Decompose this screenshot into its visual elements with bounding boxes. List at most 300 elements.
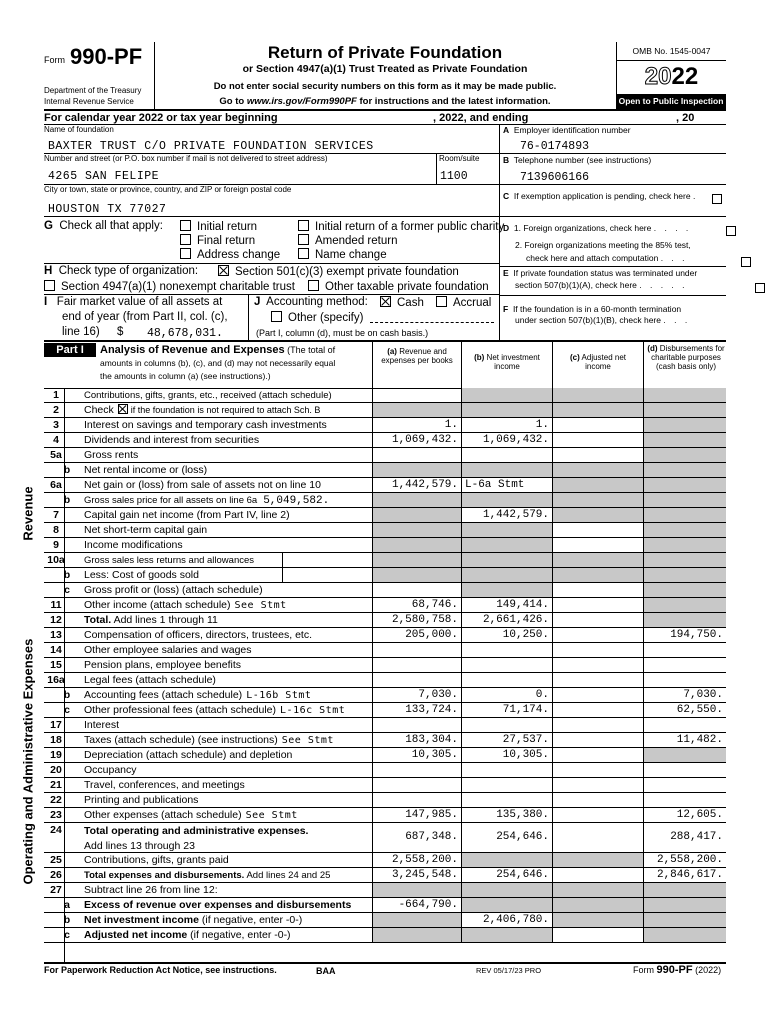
line-row	[44, 898, 726, 913]
amount-cell-c	[552, 898, 643, 912]
line-description: Total. Add lines 1 through 11	[84, 614, 218, 626]
col-a-header: (a) Revenue and expenses per books	[381, 347, 453, 365]
amount-cell-c	[552, 463, 643, 477]
amount-cell-a	[372, 913, 461, 927]
revenue-side-label: Revenue	[20, 486, 36, 541]
line-description: Net investment income (if negative, enter -0-)	[84, 914, 303, 926]
other-method-field[interactable]	[370, 322, 494, 323]
exemption-pending-label: C If exemption application is pending, check here .	[503, 191, 699, 201]
amount-cell-a	[372, 508, 461, 522]
amount-cell-d	[643, 538, 726, 552]
line-number: b	[63, 464, 71, 476]
line-row	[44, 463, 726, 478]
amount-cell-a[interactable]	[372, 643, 461, 657]
amount-cell-a[interactable]	[372, 763, 461, 777]
line-description: Accounting fees (attach schedule) L-16b Stmt	[84, 689, 312, 701]
terminated-checkbox[interactable]	[755, 283, 765, 293]
amount-cell-b[interactable]	[461, 658, 552, 672]
amount-cell-c[interactable]	[552, 418, 643, 432]
amount-cell-a[interactable]: 7,030.	[372, 688, 461, 702]
line-row	[44, 568, 726, 583]
line-row	[44, 793, 726, 808]
ein-label: A Employer identification number	[503, 125, 631, 135]
calendar-ending-label: , 2022, and ending	[433, 112, 529, 124]
amount-cell-c[interactable]	[552, 718, 643, 732]
amount-cell-a[interactable]: 147,985.	[372, 808, 461, 822]
line-row	[44, 868, 726, 883]
room-suite[interactable]: 1100	[440, 170, 468, 183]
line-description: Total expenses and disbursements. Add lines 24 and 25	[84, 870, 331, 881]
other-taxable-option[interactable]: Other taxable private foundation	[308, 280, 489, 293]
name-change-option[interactable]: Name change	[298, 248, 387, 261]
amount-cell-d[interactable]	[643, 763, 726, 777]
amount-cell-c[interactable]	[552, 748, 643, 762]
inline-amount-box[interactable]	[282, 553, 372, 567]
amount-cell-a[interactable]: 1.	[372, 418, 461, 432]
c3-option[interactable]: Section 501(c)(3) exempt private foundation	[218, 265, 459, 278]
amount-cell-b[interactable]	[461, 673, 552, 687]
fmv-label3: line 16)	[62, 326, 100, 338]
line-number: 21	[50, 779, 62, 791]
fmv-label1: I Fair market value of all assets at	[44, 296, 223, 308]
amount-cell-b[interactable]: 2,661,426.	[461, 613, 552, 627]
foundation-name[interactable]: BAXTER TRUST C/O PRIVATE FOUNDATION SERVICES	[48, 140, 374, 153]
amount-cell-c[interactable]	[552, 868, 643, 882]
amount-cell-b[interactable]	[461, 763, 552, 777]
line-row	[44, 553, 726, 568]
amount-cell-d[interactable]	[643, 793, 726, 807]
form-number: 990-PF	[70, 44, 143, 69]
footer-baa: BAA	[316, 966, 336, 976]
amount-cell-b	[461, 523, 552, 537]
amount-cell-d	[643, 523, 726, 537]
terminated-label2: section 507(b)(1)(A), check here . . . . .	[515, 280, 688, 290]
irs-url[interactable]: www.irs.gov/Form990PF	[246, 96, 357, 107]
line-number: 6a	[50, 479, 62, 491]
amount-cell-b	[461, 928, 552, 942]
amount-cell-d	[643, 568, 726, 582]
line-number: 19	[50, 749, 62, 761]
amount-cell-b	[461, 403, 552, 417]
part1-tag: Part I	[44, 343, 96, 357]
line-description: Gross profit or (loss) (attach schedule)	[84, 584, 263, 596]
line-row	[44, 418, 726, 433]
amount-cell-b	[461, 538, 552, 552]
amount-cell-d	[643, 388, 726, 402]
line-number: 4	[53, 434, 59, 446]
amount-cell-a[interactable]	[372, 448, 461, 462]
amount-cell-b[interactable]: 1.	[461, 418, 552, 432]
amount-cell-a[interactable]: 133,724.	[372, 703, 461, 717]
line-number: 27	[50, 884, 62, 896]
part1-desc2: amounts in columns (b), (c), and (d) may not necessarily equal	[100, 358, 336, 368]
exemption-pending-checkbox[interactable]	[712, 194, 722, 204]
foreign-85-label2: check here and attach computation . . .	[526, 253, 688, 263]
calendar-year-label: For calendar year 2022 or tax year beginning	[44, 112, 278, 124]
amount-cell-d	[643, 883, 726, 897]
amount-cell-d	[643, 433, 726, 447]
cash-basis-note: (Part I, column (d), must be on cash basis.)	[256, 328, 429, 338]
form-title: Return of Private Foundation	[267, 43, 503, 62]
amount-cell-b[interactable]	[461, 718, 552, 732]
amended-return-option[interactable]: Amended return	[298, 234, 397, 247]
line-description: Travel, conferences, and meetings	[84, 779, 245, 791]
amount-cell-b[interactable]: 1,442,579.	[461, 508, 552, 522]
amount-cell-b[interactable]: 2,406,780.	[461, 913, 552, 927]
amount-cell-b[interactable]: 10,305.	[461, 748, 552, 762]
line-description: Gross sales price for all assets on line 6a 5,049,582.	[84, 495, 330, 507]
c3-checkbox[interactable]	[218, 265, 229, 276]
amount-cell-b[interactable]: 135,380.	[461, 808, 552, 822]
amount-cell-a[interactable]: 1,442,579.	[372, 478, 461, 492]
foreign-org-label: D 1. Foreign organizations, check here . . . .	[503, 223, 692, 233]
amount-cell-c[interactable]	[552, 763, 643, 777]
final-return-checkbox[interactable]	[180, 234, 191, 245]
line-description: Less: Cost of goods sold	[84, 569, 199, 581]
line-description: Total operating and administrative expenses. Add lines 13 through 23	[84, 825, 309, 852]
name-label: Name of foundation	[44, 125, 114, 134]
accrual-checkbox[interactable]	[436, 296, 447, 307]
amount-cell-d[interactable]: 2,558,200.	[643, 853, 726, 867]
amount-cell-b[interactable]	[461, 643, 552, 657]
line-number: 9	[53, 539, 59, 551]
line-number: 13	[50, 629, 62, 641]
line-number: 25	[50, 854, 62, 866]
line-row	[44, 808, 726, 823]
amount-cell-a[interactable]	[372, 658, 461, 672]
name-change-checkbox[interactable]	[298, 248, 309, 259]
trust-option[interactable]: Section 4947(a)(1) nonexempt charitable trust	[44, 280, 295, 293]
statement-reference: L-16b Stmt	[246, 690, 312, 701]
gross-sales-inline-value[interactable]: 5,049,582.	[263, 495, 330, 507]
part1-title: Analysis of Revenue and Expenses (The total of	[100, 344, 336, 356]
other-taxable-checkbox[interactable]	[308, 280, 319, 291]
open-public-badge: Open to Public Inspection	[616, 94, 726, 109]
amount-cell-d	[643, 613, 726, 627]
col-c-header: (c) Adjusted net income	[569, 353, 627, 371]
amount-cell-a[interactable]: 205,000.	[372, 628, 461, 642]
amount-cell-d	[643, 508, 726, 522]
amount-cell-b[interactable]: 254,646.	[461, 868, 552, 882]
amount-cell-d	[643, 748, 726, 762]
street-label: Number and street (or P.O. box number if mail is not delivered to street address)	[44, 154, 328, 163]
initial-return-checkbox[interactable]	[180, 220, 191, 231]
line-row	[44, 523, 726, 538]
line-row	[44, 763, 726, 778]
amount-cell-b	[461, 388, 552, 402]
amount-cell-a	[372, 403, 461, 417]
amount-cell-a[interactable]	[372, 583, 461, 597]
termination-60mo-label2: under section 507(b)(1)(B), check here . . .	[515, 315, 691, 325]
amount-cell-a[interactable]: 1,069,432.	[372, 433, 461, 447]
amount-cell-a[interactable]	[372, 793, 461, 807]
amount-cell-c[interactable]	[552, 823, 643, 852]
line-number: 3	[53, 419, 59, 431]
amount-cell-b	[461, 898, 552, 912]
amount-cell-d[interactable]: 7,030.	[643, 688, 726, 702]
amount-cell-b[interactable]: 27,537.	[461, 733, 552, 747]
amount-cell-b[interactable]: 71,174.	[461, 703, 552, 717]
initial-former-option[interactable]: Initial return of a former public charity	[298, 220, 504, 233]
line-description: Gross sales less returns and allowances	[84, 555, 255, 566]
line-description: Contributions, gifts, grants paid	[84, 854, 229, 866]
line-description: Contributions, gifts, grants, etc., received (attach schedule)	[84, 390, 332, 401]
omb-number: OMB No. 1545-0047	[632, 46, 711, 56]
fmv-label2: end of year (from Part II, col. (c),	[62, 311, 228, 323]
amount-cell-c[interactable]	[552, 448, 643, 462]
amount-cell-c[interactable]	[552, 928, 643, 942]
initial-former-checkbox[interactable]	[298, 220, 309, 231]
initial-return-option[interactable]: Initial return	[180, 220, 257, 233]
amount-cell-d	[643, 913, 726, 927]
amount-cell-d[interactable]	[643, 658, 726, 672]
line-row	[44, 928, 726, 943]
room-label: Room/suite	[439, 154, 480, 163]
amount-cell-d	[643, 898, 726, 912]
other-method-checkbox[interactable]	[271, 311, 282, 322]
amount-cell-d[interactable]: 12,605.	[643, 808, 726, 822]
amount-cell-c[interactable]	[552, 673, 643, 687]
line-description: Net gain or (loss) from sale of assets not on line 10	[84, 479, 321, 491]
line-number: 22	[50, 794, 62, 806]
line-row	[44, 538, 726, 553]
amount-cell-d[interactable]	[643, 778, 726, 792]
line-row	[44, 478, 726, 493]
city-state-zip[interactable]: HOUSTON TX 77027	[48, 203, 167, 216]
amount-cell-a	[372, 538, 461, 552]
amount-cell-c[interactable]	[552, 703, 643, 717]
amount-cell-c[interactable]	[552, 643, 643, 657]
trust-checkbox[interactable]	[44, 280, 55, 291]
amount-cell-c[interactable]	[552, 613, 643, 627]
tax-year: 2022	[644, 63, 699, 90]
line-row	[44, 853, 726, 868]
statement-reference: See Stmt	[234, 600, 287, 611]
line-description: Excess of revenue over expenses and disbursements	[84, 899, 352, 911]
line-row	[44, 673, 726, 688]
amount-cell-a[interactable]: 2,580,758.	[372, 613, 461, 627]
line-description: Gross rents	[84, 449, 139, 461]
line-number: 5a	[50, 449, 62, 461]
line-description: Taxes (attach schedule) (see instructions) See Stmt	[84, 734, 334, 746]
line-number: 20	[50, 764, 62, 776]
line-row	[44, 583, 726, 598]
amount-cell-a[interactable]: 183,304.	[372, 733, 461, 747]
amount-cell-b[interactable]	[461, 778, 552, 792]
part1-lines-table	[44, 388, 726, 943]
amount-cell-d[interactable]: 11,482.	[643, 733, 726, 747]
amount-cell-c[interactable]	[552, 598, 643, 612]
amount-cell-c[interactable]	[552, 808, 643, 822]
amount-cell-b[interactable]: 149,414.	[461, 598, 552, 612]
amount-cell-b	[461, 853, 552, 867]
amount-cell-c[interactable]	[552, 793, 643, 807]
amount-cell-d	[643, 448, 726, 462]
amount-cell-b[interactable]: L-6a Stmt	[461, 478, 552, 492]
amount-cell-d[interactable]	[643, 643, 726, 657]
line-row	[44, 913, 726, 928]
line-row	[44, 748, 726, 763]
amount-cell-a[interactable]: -664,790.	[372, 898, 461, 912]
amount-cell-a	[372, 883, 461, 897]
final-return-option[interactable]: Final return	[180, 234, 255, 247]
foreign-org-checkbox[interactable]	[726, 226, 736, 236]
statement-reference: See Stmt	[281, 735, 334, 746]
amount-cell-d	[643, 598, 726, 612]
fmv-dollar: $	[117, 326, 124, 338]
line-row	[44, 613, 726, 628]
phone-value[interactable]: 7139606166	[520, 171, 590, 184]
amount-cell-b[interactable]: 1,069,432.	[461, 433, 552, 447]
footer-rev: REV 05/17/23 PRO	[476, 966, 542, 975]
amount-cell-c[interactable]	[552, 688, 643, 702]
amount-cell-c[interactable]	[552, 523, 643, 537]
amount-cell-a	[372, 928, 461, 942]
amount-cell-c	[552, 388, 643, 402]
amount-cell-a[interactable]	[372, 718, 461, 732]
amount-cell-d	[643, 553, 726, 567]
line-description: Occupancy	[84, 764, 137, 776]
line-description: Other employee salaries and wages	[84, 644, 252, 656]
col-b-header: (b) Net investment income	[474, 353, 540, 371]
amount-cell-c	[552, 853, 643, 867]
amount-cell-b[interactable]	[461, 448, 552, 462]
amount-cell-c[interactable]	[552, 658, 643, 672]
line-number: b	[63, 914, 71, 926]
line-description: Printing and publications	[84, 794, 199, 806]
amount-cell-c	[552, 568, 643, 582]
amount-cell-c[interactable]	[552, 733, 643, 747]
terminated-label1: E If private foundation status was terminated under	[503, 268, 698, 278]
line-description: Other expenses (attach schedule) See Stmt	[84, 809, 298, 821]
amount-cell-d[interactable]	[643, 718, 726, 732]
col-d-header: (d) Disbursements for charitable purposes (cash basis only)	[647, 344, 725, 371]
line-description: Dividends and interest from securities	[84, 434, 260, 446]
h-label: H Check type of organization:	[44, 265, 199, 277]
line-number: 8	[53, 524, 59, 536]
fmv-value[interactable]: 48,678,031.	[147, 327, 223, 340]
amount-cell-a[interactable]	[372, 673, 461, 687]
line-row	[44, 493, 726, 508]
foreign-85-checkbox[interactable]	[741, 257, 751, 267]
amount-cell-c[interactable]	[552, 433, 643, 447]
accrual-option[interactable]: Accrual	[436, 296, 491, 309]
street-address[interactable]: 4265 SAN FELIPE	[48, 170, 160, 183]
line-number: 18	[50, 734, 62, 746]
other-method-option[interactable]: Other (specify)	[271, 311, 363, 324]
amount-cell-d[interactable]: 2,846,617.	[643, 868, 726, 882]
line-description: Income modifications	[84, 539, 183, 551]
sch-b-checkbox[interactable]	[118, 404, 128, 414]
amount-cell-b	[461, 883, 552, 897]
amount-cell-d	[643, 418, 726, 432]
amount-cell-c	[552, 493, 643, 507]
amount-cell-d[interactable]: 62,550.	[643, 703, 726, 717]
amount-cell-a[interactable]	[372, 778, 461, 792]
line-row	[44, 448, 726, 463]
phone-label: B Telephone number (see instructions)	[503, 155, 652, 165]
line-row	[44, 718, 726, 733]
amount-cell-c	[552, 403, 643, 417]
g-label: G Check all that apply:	[44, 220, 163, 232]
amount-cell-c	[552, 508, 643, 522]
ein-value[interactable]: 76-0174893	[520, 140, 590, 153]
amount-cell-d[interactable]: 288,417.	[643, 823, 726, 852]
amended-return-checkbox[interactable]	[298, 234, 309, 245]
amount-cell-d[interactable]	[643, 673, 726, 687]
amount-cell-c[interactable]	[552, 628, 643, 642]
amount-cell-a[interactable]: 3,245,548.	[372, 868, 461, 882]
line-row	[44, 388, 726, 403]
foreign-85-label: 2. Foreign organizations meeting the 85% test,	[515, 240, 691, 250]
amount-cell-c[interactable]	[552, 778, 643, 792]
amount-cell-b	[461, 568, 552, 582]
line-row	[44, 433, 726, 448]
line-row	[44, 883, 726, 898]
line-row	[44, 643, 726, 658]
amount-cell-c[interactable]	[552, 538, 643, 552]
amount-cell-a[interactable]: 10,305.	[372, 748, 461, 762]
amount-cell-b[interactable]	[461, 793, 552, 807]
amount-cell-c[interactable]	[552, 583, 643, 597]
line-description: Adjusted net income (if negative, enter -0-)	[84, 929, 291, 941]
line-description: Interest on savings and temporary cash investments	[84, 419, 327, 431]
amount-cell-a[interactable]: 68,746.	[372, 598, 461, 612]
address-change-option[interactable]: Address change	[180, 248, 280, 261]
footer-form: Form 990-PF (2022)	[633, 964, 722, 976]
amount-cell-a[interactable]	[372, 388, 461, 402]
accounting-method-label: J Accounting method:	[254, 296, 368, 308]
line-number: 14	[50, 644, 62, 656]
form-word: Form	[44, 55, 65, 65]
line-number: 1	[53, 389, 59, 401]
amount-cell-d	[643, 493, 726, 507]
line-number: 16a	[47, 674, 65, 686]
amount-cell-a	[372, 523, 461, 537]
line-description: Legal fees (attach schedule)	[84, 674, 216, 686]
inline-amount-box[interactable]	[282, 568, 372, 582]
line-number: a	[64, 899, 70, 911]
part1-desc3: the amounts in column (a) (see instructions).)	[100, 371, 271, 381]
statement-reference: See Stmt	[245, 810, 298, 821]
line-row	[44, 598, 726, 613]
amount-cell-a	[372, 493, 461, 507]
amount-cell-a[interactable]: 687,348.	[372, 823, 461, 852]
line-description: Capital gain net income (from Part IV, line 2)	[84, 509, 290, 521]
amount-cell-b[interactable]: 254,646.	[461, 823, 552, 852]
amount-cell-b	[461, 583, 552, 597]
line-description: Other income (attach schedule) See Stmt	[84, 599, 287, 611]
line-row	[44, 688, 726, 703]
amount-cell-b	[461, 553, 552, 567]
address-change-checkbox[interactable]	[180, 248, 191, 259]
line-description: Check if the foundation is not required to attach Sch. B	[84, 404, 321, 416]
amount-cell-d[interactable]: 194,750.	[643, 628, 726, 642]
line-number: c	[64, 929, 70, 941]
amount-cell-b[interactable]: 0.	[461, 688, 552, 702]
line-number: b	[63, 689, 71, 701]
ssn-notice: Do not enter social security numbers on this form as it may be made public.	[213, 81, 557, 92]
line-description: Subtract line 26 from line 12:	[84, 884, 218, 896]
cash-option[interactable]: Cash	[380, 296, 424, 309]
cash-checkbox[interactable]	[380, 296, 391, 307]
line-number: 23	[50, 809, 62, 821]
amount-cell-b[interactable]: 10,250.	[461, 628, 552, 642]
line-number: c	[64, 584, 70, 596]
line-number: 12	[50, 614, 62, 626]
amount-cell-a[interactable]: 2,558,200.	[372, 853, 461, 867]
line-description: Other professional fees (attach schedule) L-16c Stmt	[84, 704, 346, 716]
